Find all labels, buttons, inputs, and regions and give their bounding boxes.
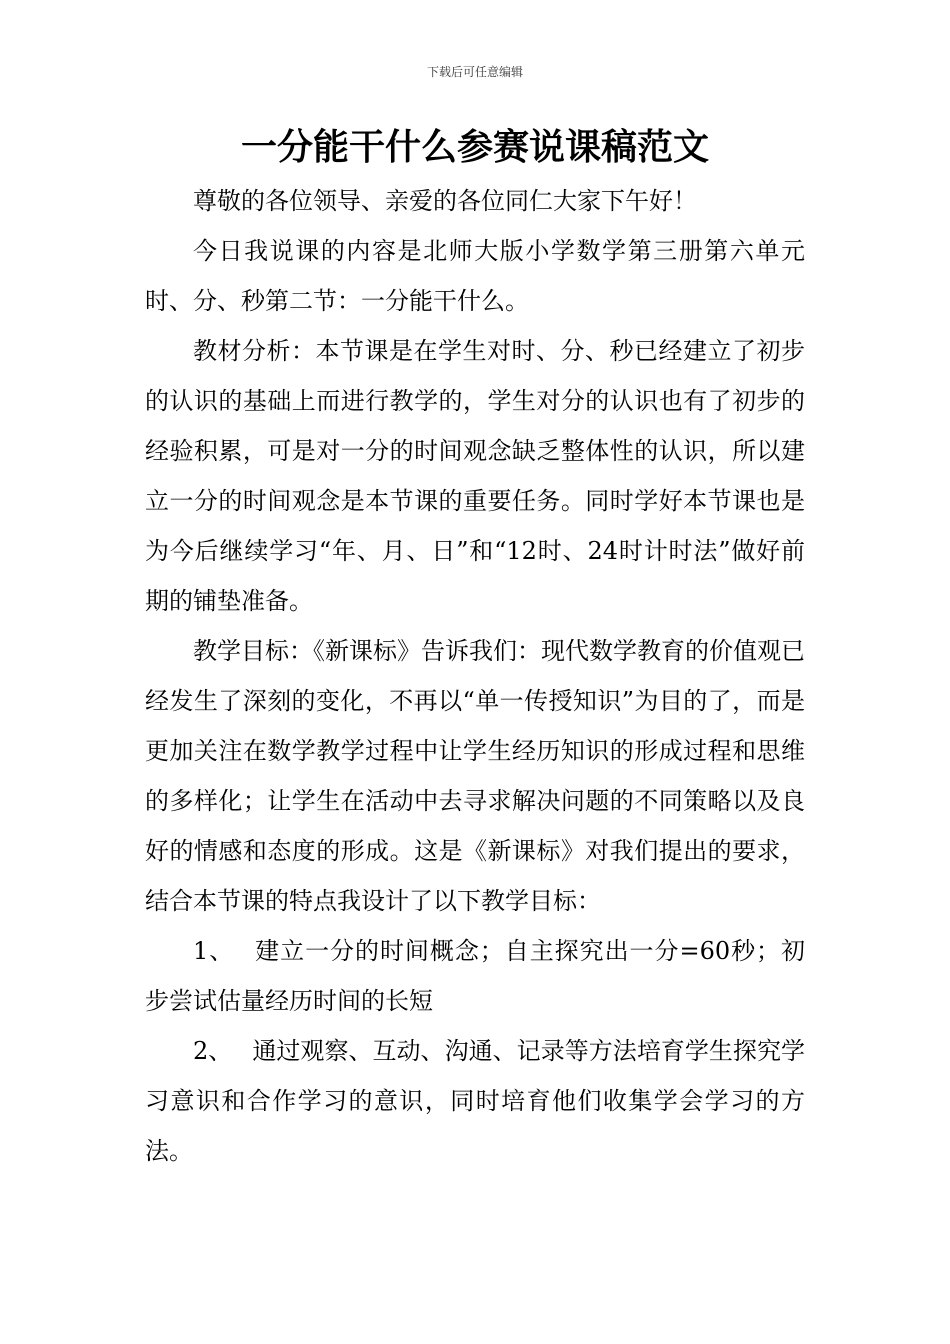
list-item [145, 926, 805, 1026]
paragraph-teaching-goals: 教学目标：《新课标》告诉我们：现代数学教育的价值观已经发生了深刻的变化，不再以“单一传授知识”为目的了，而是更加关注在数学教学过程中让学生经历知识的形成过程和思维的多样化；让学生在活动中去寻求解决问题的不同策略以及良好的情感和态度的形成。这是《新课标》对我们提出的要求，结合本节课的特点我设计了以下教学目标： [145, 637, 805, 915]
list-item-number: 2、 [193, 1037, 233, 1065]
document-title: 一分能干什么参赛说课稿范文 [240, 127, 709, 168]
document-body [145, 176, 805, 1176]
list-item [145, 1026, 805, 1176]
paragraph-material-analysis: 教材分析：本节课是在学生对时、分、秒已经建立了初步的认识的基础上而进行教学的，学生对分的认识也有了初步的经验积累，可是对一分的时间观念缺乏整体性的认识，所以建立一分的时间观念是本节课的重要任务。同时学好本节课也是为今后继续学习“年、月、日”和“12时、24时计时法”做好前期的铺垫准备。 [145, 337, 805, 615]
paragraph-lesson-content: 今日我说课的内容是北师大版小学数学第三册第六单元时、分、秒第二节：一分能干什么。 [145, 237, 805, 315]
header-note: 下载后可任意编辑 [426, 65, 523, 79]
list-item-number: 1、 [193, 937, 235, 965]
list-item-text: 建立一分的时间概念；自主探究出一分=60秒；初步尝试估量经历时间的长短 [145, 937, 805, 1015]
greeting-paragraph: 尊敬的各位领导、亲爱的各位同仁大家下午好！ [193, 187, 697, 215]
list-item-text: 通过观察、互动、沟通、记录等方法培育学生探究学习意识和合作学习的意识，同时培育他们收集学会学习的方法。 [145, 1037, 805, 1165]
